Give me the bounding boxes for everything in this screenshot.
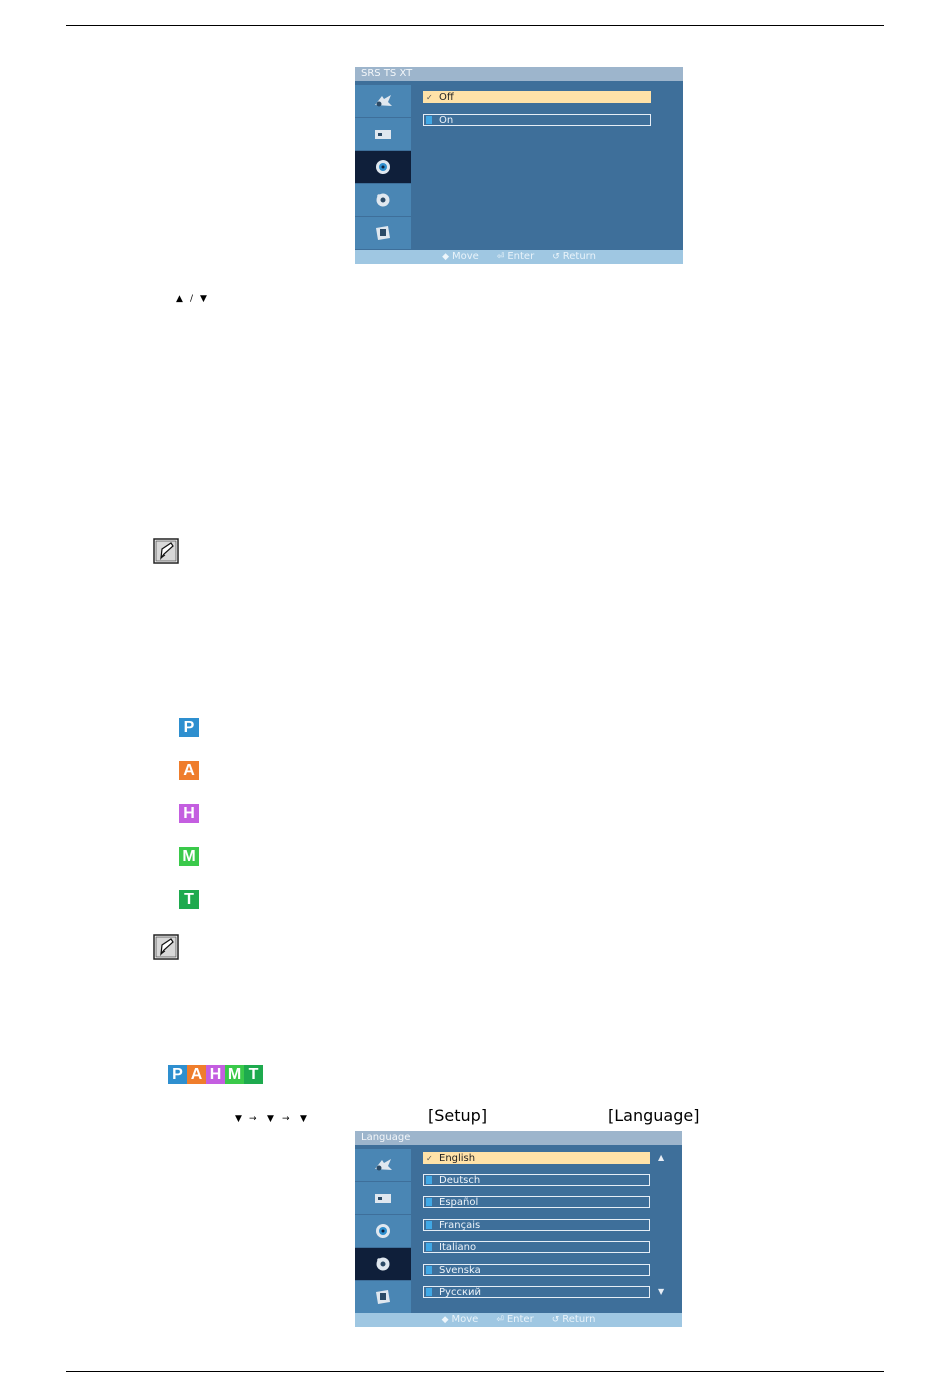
sound-icon [375,159,391,175]
picture-icon [372,1157,394,1173]
option-label: On [439,115,454,126]
note-icon [153,934,179,960]
arrow-separator: → [249,1114,257,1124]
option-label: Italiano [439,1242,477,1253]
option-label: Off [439,92,454,103]
picture-icon [372,93,394,109]
setup-icon [374,1256,392,1272]
sidebar-multi-control[interactable] [355,1281,411,1313]
setup-menu-label: [Setup] [428,1106,488,1125]
osd-language [355,1131,682,1327]
note-icon [153,538,179,564]
pahmt-badge-strip [168,1065,263,1084]
badge-p: P [179,718,199,737]
sidebar-setup[interactable] [355,1248,411,1280]
strip-badge-t: T [244,1065,263,1084]
sidebar-multi-control[interactable] [355,217,411,249]
language-option-espanol[interactable] [423,1196,650,1208]
sidebar-sound-input[interactable] [355,118,411,150]
multi-control-icon [373,225,393,241]
option-on[interactable] [423,114,651,126]
strip-badge-a: A [187,1065,206,1084]
scroll-up-icon[interactable]: ▲ [658,1153,665,1162]
sidebar-setup[interactable] [355,184,411,216]
option-label: Svenska [439,1265,481,1276]
osd-footer [355,250,683,264]
option-off[interactable] [423,91,651,103]
footer-move: ◆ Move [441,1314,479,1325]
option-label: Deutsch [439,1175,481,1186]
setup-icon [374,192,392,208]
badge-a: A [179,761,199,780]
language-option-russian[interactable] [423,1286,650,1298]
down-arrow-icon: ▼ [267,1114,274,1124]
sound-input-icon [373,127,393,141]
strip-badge-h: H [206,1065,225,1084]
sidebar-sound[interactable] [355,1215,411,1247]
osd-title: Language [355,1131,682,1145]
checkmark-icon: ✓ [426,93,433,102]
sidebar-picture[interactable] [355,85,411,117]
footer-enter: ⏎ Enter [496,251,535,262]
return-icon: ↺ [552,252,560,262]
bullet-icon [426,1288,432,1296]
badge-h: H [179,804,199,823]
strip-badge-m: M [225,1065,244,1084]
option-label: English [439,1153,476,1164]
option-label: Русский [439,1287,481,1298]
sound-input-icon [373,1191,393,1205]
badge-t: T [179,890,199,909]
language-option-english[interactable] [423,1152,650,1164]
footer-return: ↺ Return [551,1314,596,1325]
sound-icon [375,1223,391,1239]
bullet-icon [426,1198,432,1206]
bullet-icon [426,116,432,124]
scroll-down-icon[interactable]: ▼ [658,1287,665,1296]
enter-icon: ⏎ [496,1315,504,1325]
strip-badge-p: P [168,1065,187,1084]
header-rule [66,25,884,26]
language-option-francais[interactable] [423,1219,650,1231]
updown-icon: ◆ [441,1315,449,1325]
down-arrow-icon: ▼ [300,1114,307,1124]
osd-title: SRS TS XT [355,67,683,81]
down-arrow-icon: ▼ [235,1114,242,1124]
arrow-separator: / [190,294,194,304]
return-icon: ↺ [551,1315,560,1325]
bullet-icon [426,1221,432,1229]
multi-control-icon [373,1289,393,1305]
enter-icon: ⏎ [496,252,505,262]
sidebar-picture[interactable] [355,1149,411,1181]
footer-rule [66,1371,884,1372]
checkmark-icon: ✓ [426,1154,433,1163]
osd-srs-ts-xt [355,67,683,264]
updown-icon: ◆ [442,252,449,262]
footer-return: ↺ Return [552,251,596,262]
language-option-deutsch[interactable] [423,1174,650,1186]
bullet-icon [426,1176,432,1184]
language-menu-label: [Language] [608,1106,700,1125]
language-option-svenska[interactable] [423,1264,650,1276]
sidebar-sound[interactable] [355,151,411,183]
footer-enter: ⏎ Enter [496,1314,534,1325]
footer-move: ◆ Move [442,251,479,262]
option-label: Español [439,1197,479,1208]
bullet-icon [426,1266,432,1274]
language-option-italiano[interactable] [423,1241,650,1253]
option-label: Français [439,1220,481,1231]
up-arrow-icon: ▲ [176,294,183,304]
arrow-separator: → [282,1114,290,1124]
bullet-icon [426,1243,432,1251]
badge-m: M [179,847,199,866]
osd-footer [355,1313,682,1327]
sidebar-sound-input[interactable] [355,1182,411,1214]
down-arrow-icon: ▼ [200,294,207,304]
